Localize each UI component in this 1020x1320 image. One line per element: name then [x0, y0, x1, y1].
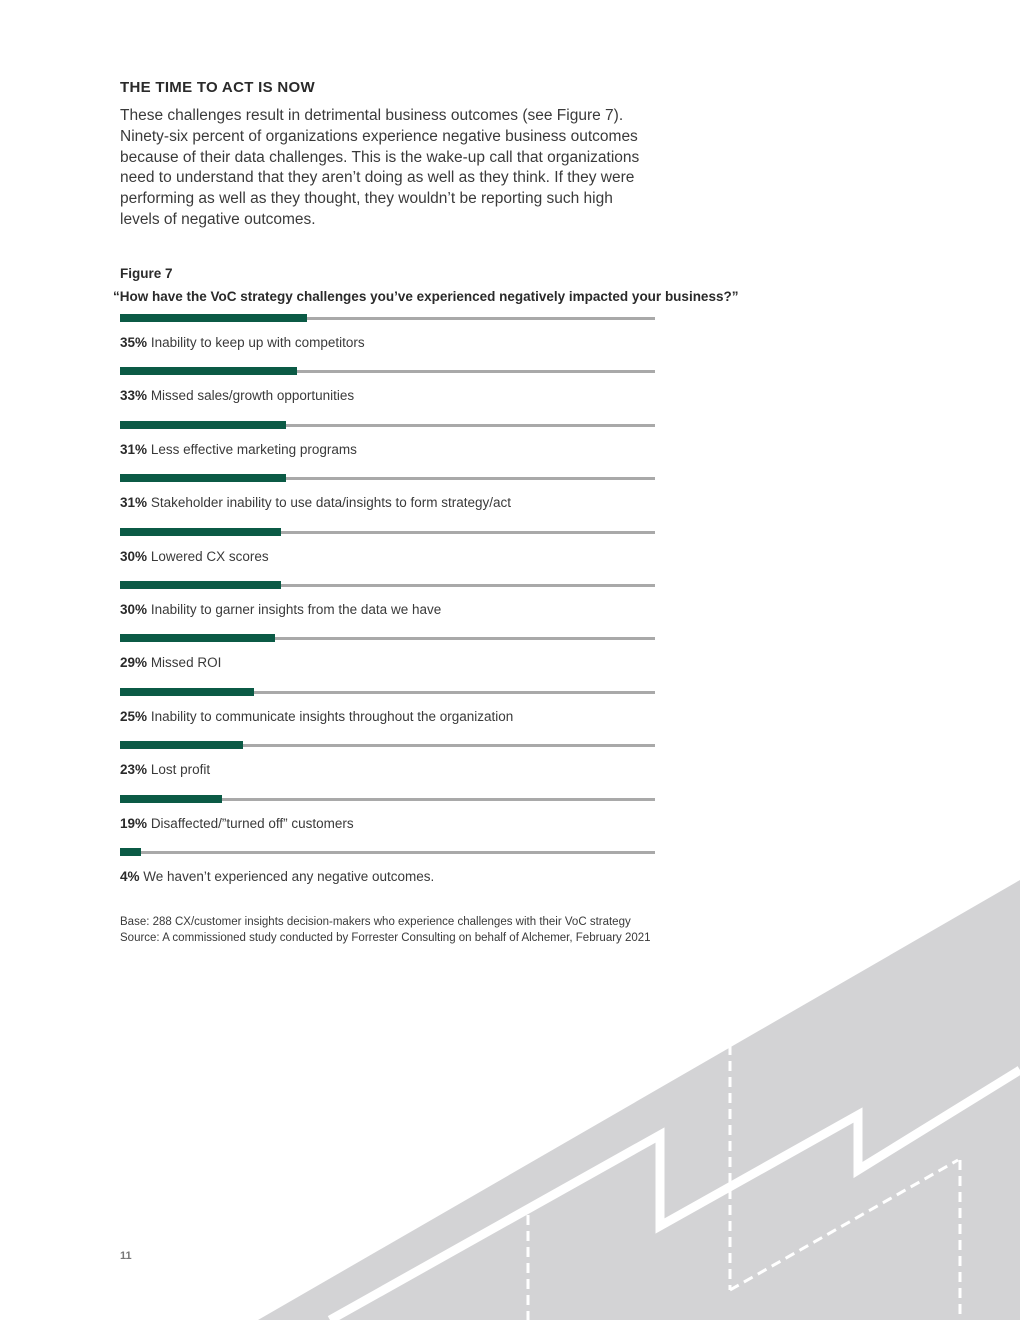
bar-value: 23 — [120, 762, 136, 778]
bar-value: 31 — [120, 441, 136, 457]
bar-value-unit: % — [135, 335, 148, 350]
bar-value-unit: % — [135, 762, 148, 778]
bar-value-unit: % — [135, 708, 148, 724]
bar-category: Disaffected/”turned off” customers — [150, 815, 354, 831]
bar-value-unit: % — [135, 441, 148, 457]
bar-category: Stakeholder inability to use data/insights to form strategy/act — [150, 495, 512, 511]
bar-category: Less effective marketing programs — [150, 441, 357, 457]
body-paragraph: These challenges result in detrimental business outcomes (see Figure 7). Ninety-six percent of organizations experience negative business outcomes because of their data challenges. This is the wake-up call that organizations need to understand that they aren’t doing as well as they think. If they were performing as well as they thought, they wouldn’t be reporting such high levels of negative outcomes. — [120, 107, 640, 228]
bar-category: Missed sales/growth opportunities — [150, 388, 355, 404]
bar-value: 25 — [120, 708, 136, 724]
bar-value: 29 — [120, 655, 136, 671]
bar-category: Inability to communicate insights throughout the organization — [150, 708, 514, 724]
bar-category: Lost profit — [150, 762, 211, 778]
bar-value: 30 — [120, 601, 136, 617]
bar-value: 35 — [120, 335, 136, 350]
bar-value: 30 — [120, 548, 136, 564]
bar-value-unit: % — [135, 548, 148, 564]
bar-value-unit: % — [135, 601, 148, 617]
bar-category: Inability to garner insights from the data we have — [150, 601, 442, 617]
bar-category: Inability to keep up with competitors — [150, 335, 365, 350]
footnote-base: Base: 288 CX/customer insights decision-makers who experience challenges with their VoC strategy — [120, 916, 631, 928]
page-number: 11 — [120, 1250, 132, 1262]
bar-category: Lowered CX scores — [150, 548, 269, 564]
bar-value-unit: % — [135, 388, 148, 404]
bar-value: 19 — [120, 815, 136, 831]
figure-label: Figure 7 — [120, 266, 173, 281]
bar-value-unit: % — [127, 868, 140, 884]
bar-category: Missed ROI — [150, 655, 222, 671]
bar-value: 31 — [120, 495, 136, 511]
section-heading: THE TIME TO ACT IS NOW — [120, 79, 315, 96]
bar-value: 4 — [120, 868, 128, 884]
gray-diagonal-band — [258, 880, 1020, 1320]
bar-value-unit: % — [135, 815, 148, 831]
figure-question: “How have the VoC strategy challenges you’ve experienced negatively impacted your business?” — [113, 289, 739, 304]
footnote-source: Source: A commissioned study conducted by Forrester Consulting on behalf of Alchemer, February 2021 — [120, 932, 651, 944]
bar-category: We haven’t experienced any negative outcomes. — [143, 868, 435, 884]
bar-value-unit: % — [135, 655, 148, 671]
bar-value-unit: % — [135, 495, 148, 511]
bar-value: 33 — [120, 388, 136, 404]
